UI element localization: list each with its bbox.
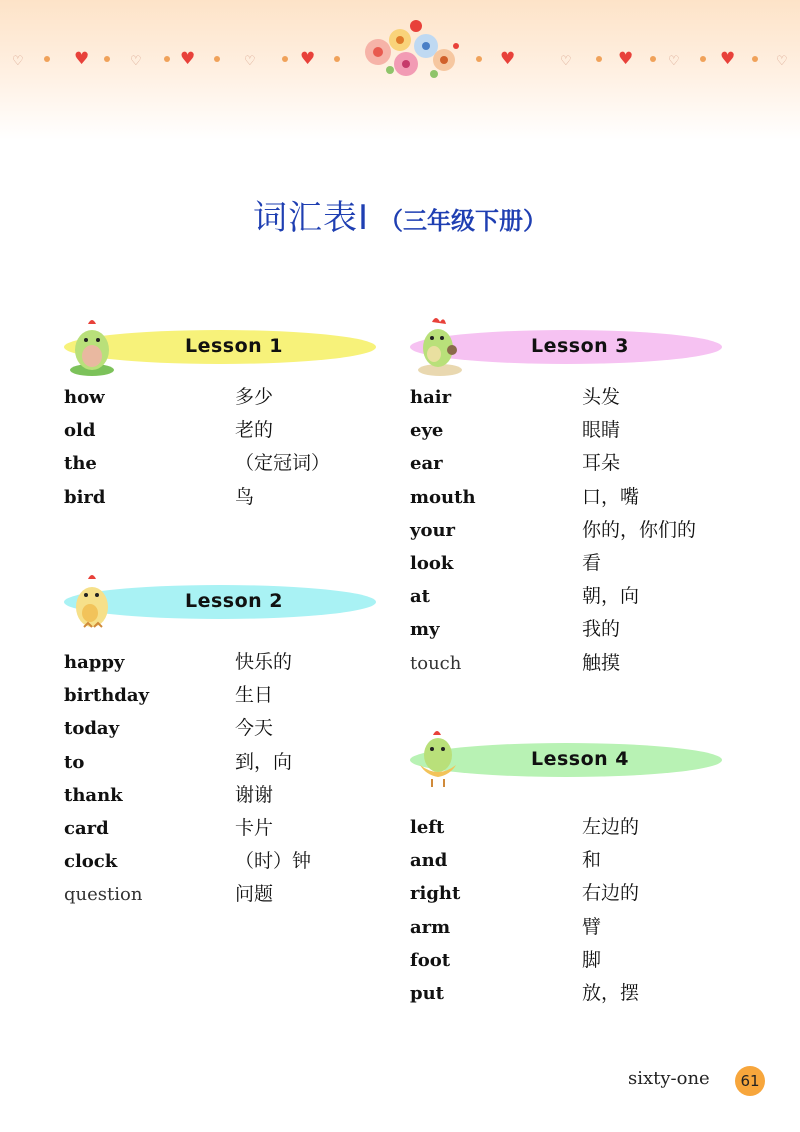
- list-item: [410, 811, 740, 844]
- heart-outline-icon: ♡: [776, 54, 788, 69]
- list-item: [64, 746, 384, 779]
- list-item: [64, 679, 384, 712]
- list-item: [410, 844, 740, 877]
- chick-mascot-icon: [66, 312, 118, 378]
- heart-outline-icon: ♡: [130, 54, 142, 69]
- chinese-meaning: 谢谢: [235, 783, 274, 806]
- list-item: [64, 481, 384, 514]
- chick-mascot-icon: [412, 312, 464, 378]
- heart-outline-icon: ♡: [12, 54, 24, 69]
- english-word: card: [64, 817, 109, 839]
- chinese-meaning: 左边的: [582, 816, 640, 838]
- lesson-4-header: [410, 731, 730, 791]
- english-word: happy: [64, 652, 125, 673]
- lesson-1-header: [64, 318, 384, 378]
- chinese-meaning: 脚: [582, 948, 602, 971]
- chinese-meaning: 你的，你们的: [582, 518, 697, 541]
- chinese-meaning: 多少: [235, 386, 274, 408]
- dot-ornament: [164, 56, 170, 62]
- heart-icon: ♥: [300, 49, 316, 69]
- list-item: [410, 514, 740, 547]
- english-word: right: [410, 883, 461, 905]
- english-word: and: [410, 850, 448, 872]
- chinese-meaning: 和: [582, 849, 602, 872]
- chinese-meaning: 放，摆: [582, 981, 640, 1004]
- heart-outline-icon: ♡: [244, 54, 256, 69]
- english-word: the: [64, 453, 97, 475]
- english-word: hair: [410, 387, 452, 408]
- dot-ornament: [650, 56, 656, 62]
- list-item: [64, 646, 384, 679]
- list-item: [410, 414, 740, 447]
- english-word: touch: [410, 652, 462, 674]
- chinese-meaning: 卡片: [235, 816, 274, 839]
- dot-ornament: [282, 56, 288, 62]
- english-word: mouth: [410, 486, 476, 508]
- list-item: [410, 647, 740, 680]
- chinese-meaning: 头发: [582, 386, 621, 408]
- english-word: put: [410, 982, 444, 1004]
- chinese-meaning: （时）钟: [235, 850, 312, 873]
- chinese-meaning: 看: [582, 551, 602, 574]
- list-item: [410, 481, 740, 514]
- chick-mascot-icon: [412, 725, 464, 791]
- english-word: how: [64, 387, 105, 408]
- english-word: question: [64, 884, 143, 906]
- english-word: look: [410, 552, 454, 574]
- list-item: [64, 381, 384, 414]
- dot-ornament: [104, 56, 110, 62]
- list-item: [64, 878, 384, 911]
- chinese-meaning: 问题: [235, 883, 274, 906]
- page-number-words: sixty-one: [628, 1068, 710, 1089]
- english-word: my: [410, 619, 440, 641]
- heart-icon: ♥: [180, 49, 196, 69]
- lesson-1-word-list: [64, 381, 384, 514]
- english-word: foot: [410, 949, 451, 971]
- lesson-label: Lesson 3: [530, 335, 630, 357]
- english-word: arm: [410, 916, 451, 938]
- dot-ornament: [596, 56, 602, 62]
- chinese-meaning: 臂: [582, 915, 602, 938]
- list-item: [410, 381, 740, 414]
- list-item: [410, 911, 740, 944]
- heart-outline-icon: ♡: [668, 54, 680, 69]
- lesson-4-word-list: [410, 811, 740, 1010]
- chinese-meaning: （定冠词）: [235, 452, 331, 475]
- page-number-badge: 61: [735, 1066, 765, 1096]
- lesson-label: Lesson 4: [530, 748, 630, 770]
- list-item: [410, 977, 740, 1010]
- lesson-2-header: [64, 573, 384, 633]
- chinese-meaning: 眼睛: [582, 419, 621, 442]
- english-word: old: [64, 420, 96, 442]
- flower-bouquet-icon: [356, 16, 466, 82]
- english-word: thank: [64, 784, 123, 806]
- list-item: [64, 447, 384, 480]
- lesson-label: Lesson 2: [184, 590, 284, 612]
- list-item: [410, 580, 740, 613]
- english-word: at: [410, 586, 430, 608]
- dot-ornament: [476, 56, 482, 62]
- list-item: [410, 613, 740, 646]
- english-word: clock: [64, 851, 118, 873]
- chinese-meaning: 口，嘴: [582, 485, 640, 508]
- list-item: [64, 779, 384, 812]
- heart-icon: ♥: [618, 49, 634, 69]
- list-item: [64, 712, 384, 745]
- chinese-meaning: 朝，向: [582, 585, 640, 608]
- list-item: [64, 845, 384, 878]
- chinese-meaning: 鸟: [235, 485, 255, 508]
- heart-icon: ♥: [720, 49, 736, 69]
- chinese-meaning: 生日: [235, 684, 274, 707]
- chinese-meaning: 今天: [235, 717, 274, 740]
- english-word: ear: [410, 453, 443, 475]
- english-word: bird: [64, 486, 106, 508]
- chinese-meaning: 右边的: [582, 882, 640, 905]
- english-word: to: [64, 751, 85, 773]
- english-word: today: [64, 718, 120, 740]
- heart-outline-icon: ♡: [560, 54, 572, 69]
- chinese-meaning: 我的: [582, 618, 621, 641]
- chick-mascot-icon: [66, 567, 118, 633]
- dot-ornament: [752, 56, 758, 62]
- dot-ornament: [214, 56, 220, 62]
- list-item: [410, 547, 740, 580]
- english-word: your: [410, 519, 456, 541]
- vocabulary-title: [0, 190, 800, 239]
- chinese-meaning: 耳朵: [582, 452, 621, 475]
- decorative-header-band: [0, 0, 800, 140]
- chinese-meaning: 快乐的: [235, 651, 293, 673]
- heart-icon: ♥: [500, 49, 516, 69]
- list-item: [64, 414, 384, 447]
- lesson-2-word-list: [64, 646, 384, 912]
- dot-ornament: [334, 56, 340, 62]
- title-subtitle: （三年级下册）: [379, 206, 548, 235]
- chinese-meaning: 老的: [235, 419, 274, 442]
- list-item: [410, 944, 740, 977]
- list-item: [410, 447, 740, 480]
- lesson-3-header: [410, 318, 730, 378]
- english-word: eye: [410, 420, 444, 442]
- dot-ornament: [44, 56, 50, 62]
- heart-icon: ♥: [74, 49, 90, 69]
- lesson-label: Lesson 1: [184, 335, 284, 357]
- english-word: birthday: [64, 685, 150, 707]
- title-main: 词汇表Ⅰ: [252, 198, 370, 238]
- chinese-meaning: 触摸: [582, 651, 621, 674]
- dot-ornament: [700, 56, 706, 62]
- english-word: left: [410, 817, 445, 838]
- lesson-3-word-list: [410, 381, 740, 680]
- list-item: [64, 812, 384, 845]
- list-item: [410, 877, 740, 910]
- chinese-meaning: 到，向: [235, 750, 293, 773]
